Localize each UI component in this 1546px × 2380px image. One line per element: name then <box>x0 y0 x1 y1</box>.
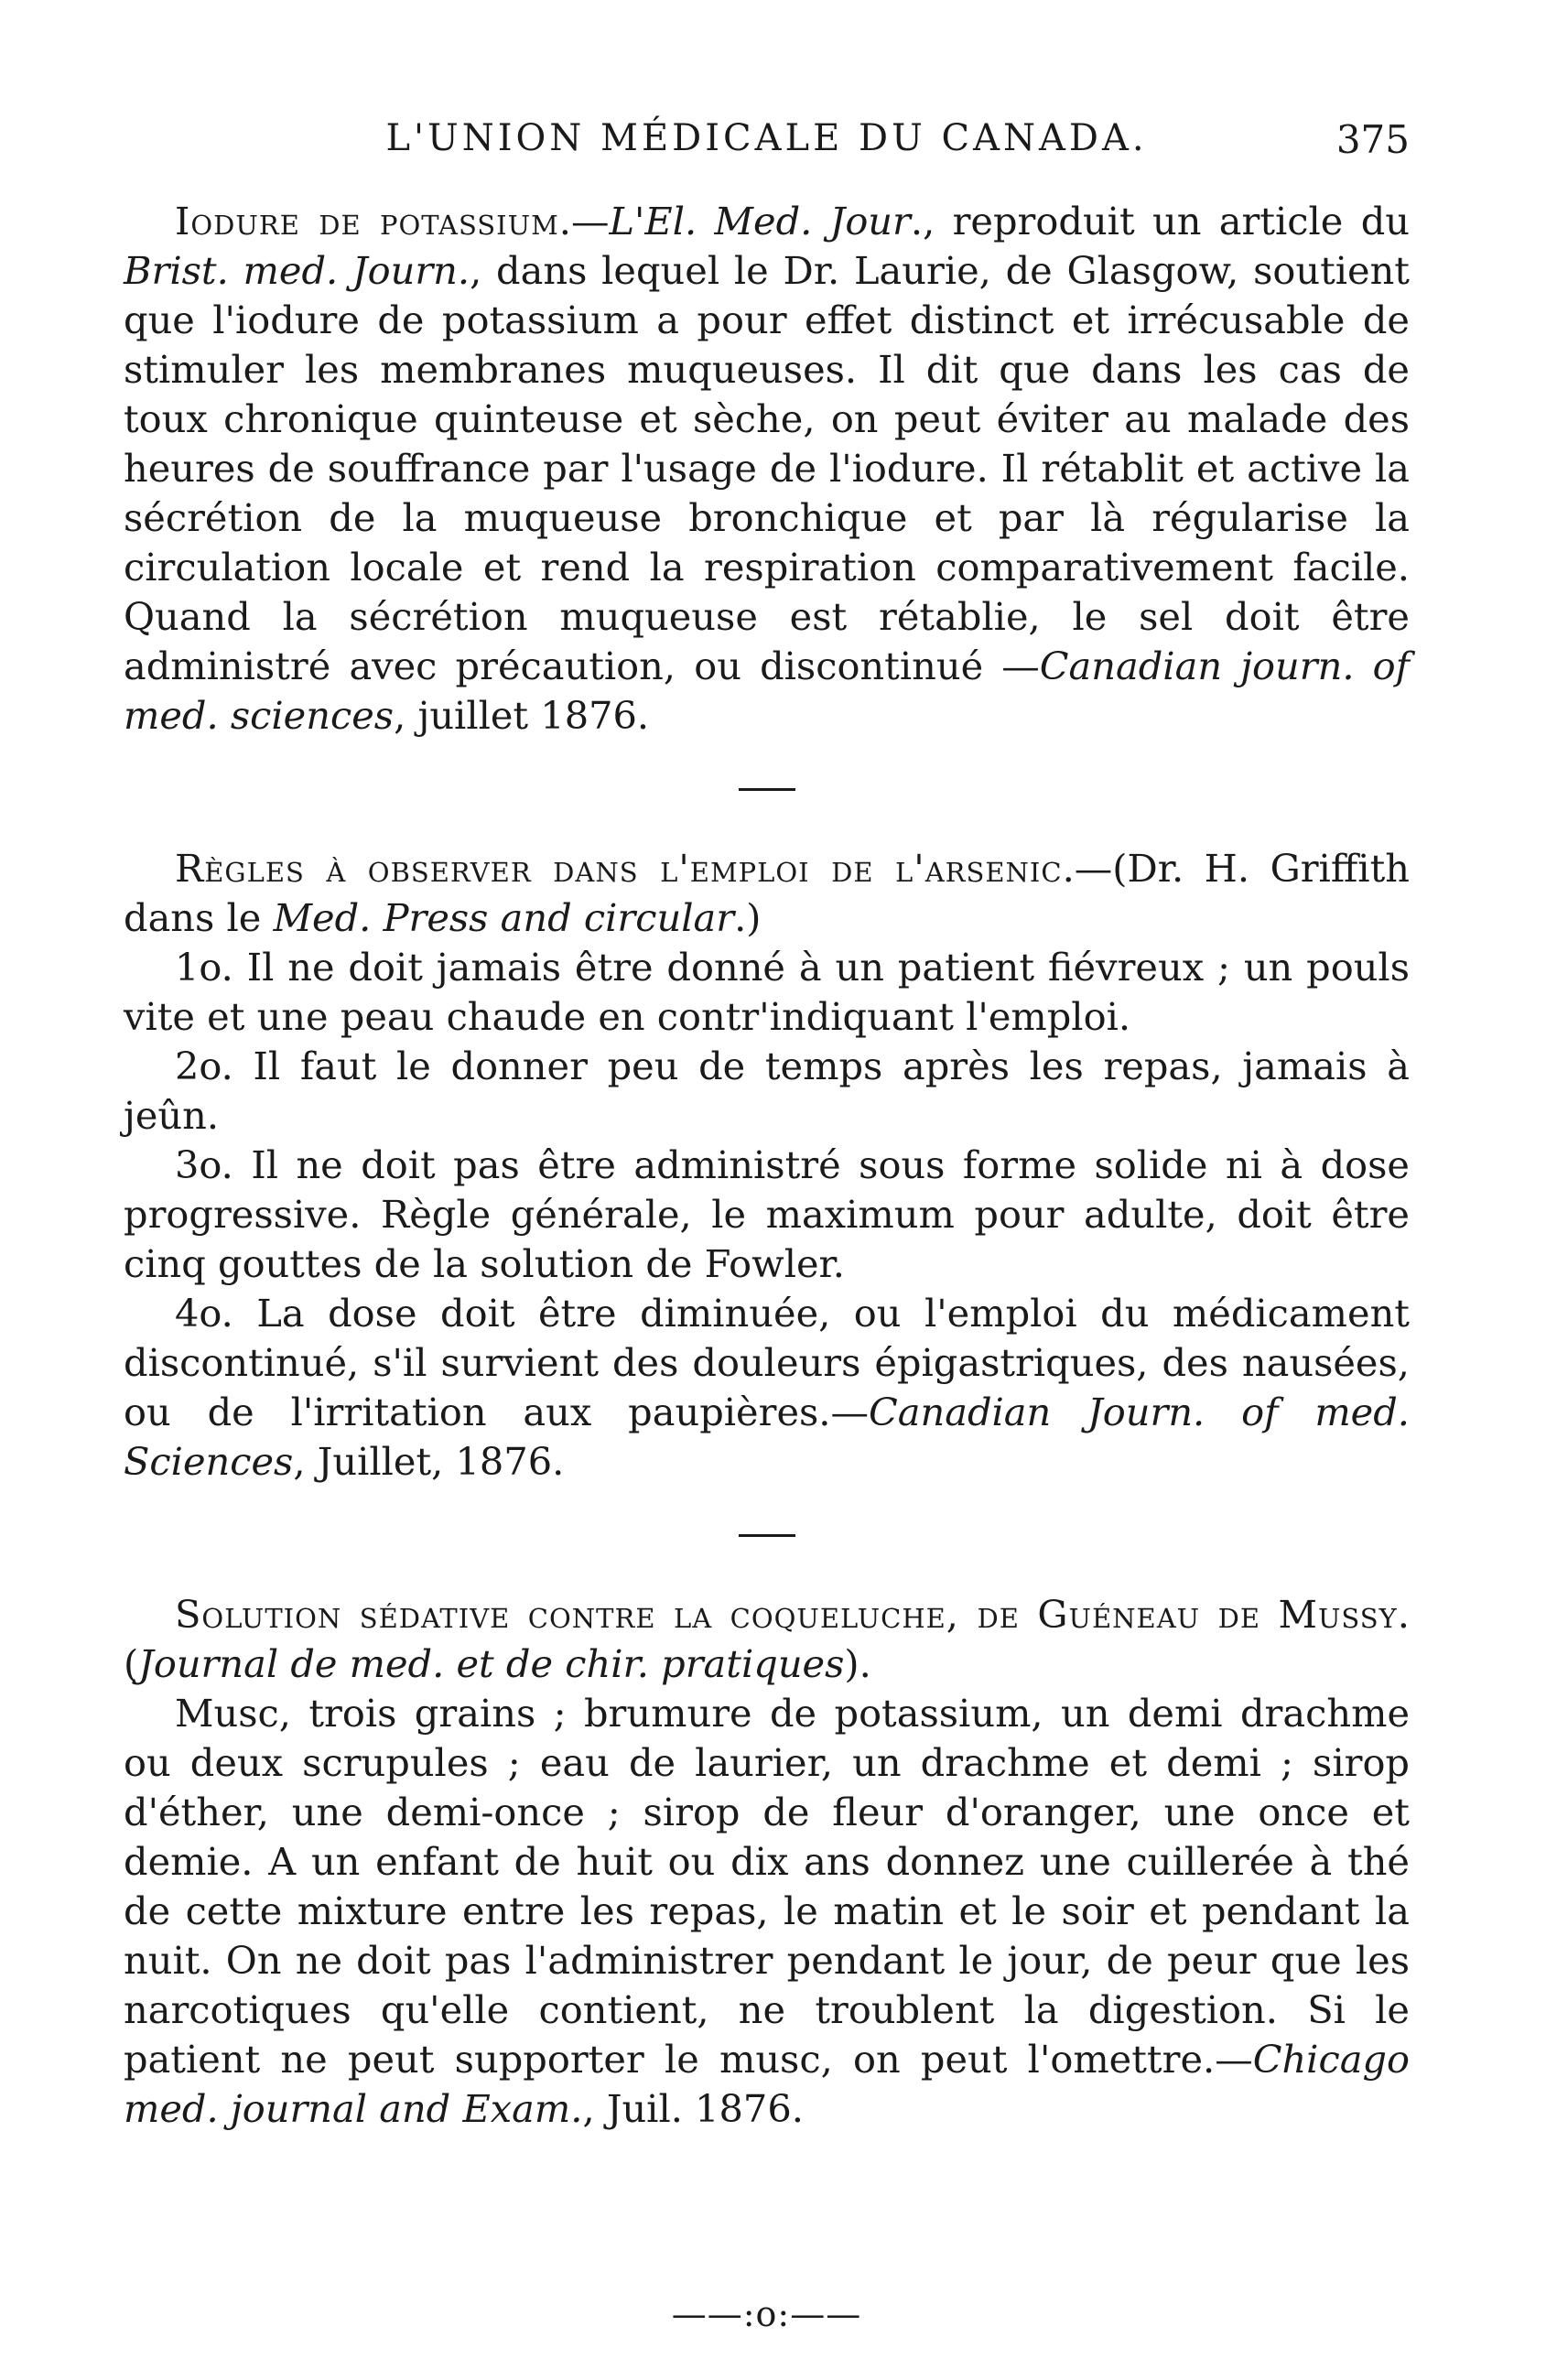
attribution-text: .) <box>734 895 762 940</box>
article-heading-line <box>124 844 1410 943</box>
section-separator <box>739 788 795 791</box>
page-body <box>124 197 1410 2339</box>
numbered-rule <box>124 1289 1410 1487</box>
article-paragraph <box>124 1689 1410 2134</box>
source-citation: Canadian Journ. of med. Sciences <box>124 1390 1410 1484</box>
paragraph-text: , dans lequel le Dr. Laurie, de Glasgow, soutient que l'iodure de potassium a pour effet distinct et irrécusable de stimuler les membranes muqueuses. Il dit que dans les cas de toux chronique quinteuse et sèche, on peut éviter au malade des heures de souffrance par l'usage de l'iodure. Il rétablit et active la sécrétion de la muqueuse bronchique et par là régularise la circulation locale et rend la respiration comparativement facile. Quand la sécrétion muqueuse est rétablie, le sel doit être administré avec précaution, ou discontinué <box>124 248 1410 688</box>
heading-separator: .— <box>558 199 610 243</box>
citation-dash: — <box>1215 2037 1253 2082</box>
article-paragraph <box>124 197 1410 741</box>
source-citation: Brist. med. Journ. <box>124 248 470 293</box>
numbered-rule: 3o. Il ne doit pas être administré sous forme solide ni à dose progressive. Règle générale, le maximum pour adulte, doit être cinq gouttes de la solution de Fowler. <box>124 1142 1410 1286</box>
attribution-text: .—(Dr. H. Griffith dans le <box>124 846 1410 940</box>
article-iodure <box>124 197 1410 741</box>
heading-separator: . ( <box>124 1592 1410 1686</box>
running-head <box>124 117 1410 172</box>
rule-text: 4o. La dose doit être diminuée, ou l'emploi du médicament discontinué, s'il survient des douleurs épigastriques, des nausées, ou de l'irritation aux paupières. <box>124 1291 1410 1434</box>
citation-date: , Juillet, 1876. <box>293 1439 565 1484</box>
numbered-rule: 2o. Il faut le donner peu de temps après les repas, jamais à jeûn. <box>124 1044 1410 1138</box>
article-heading-line <box>124 1590 1410 1689</box>
paragraph-text: ., reproduit un article du <box>910 199 1410 243</box>
source-citation: L'El. Med. Jour <box>609 199 911 243</box>
citation-date: , juillet 1876. <box>394 693 650 738</box>
numbered-rule: 1o. Il ne doit jamais être donné à un patient fiévreux ; un pouls vite et une peau chaude en contr'indiquant l'emploi. <box>124 945 1410 1039</box>
article-coqueluche <box>124 1590 1410 2134</box>
citation-date: , Juil. 1876. <box>582 2086 804 2131</box>
end-ornament: ——:o:—— <box>671 2294 862 2334</box>
heading-separator: ). <box>844 1641 871 1686</box>
citation-dash: — <box>830 1390 869 1434</box>
page-number: 375 <box>1335 117 1410 162</box>
article-heading: Règles à observer dans l'emploi de l'arsenic <box>175 846 1063 891</box>
source-citation: Canadian journ. of med. sciences <box>124 644 1411 738</box>
citation-dash: — <box>983 644 1040 688</box>
source-citation: Med. Press and circular <box>273 895 735 940</box>
article-heading: Iodure de potassium <box>175 199 559 243</box>
article-arsenic <box>124 844 1410 1487</box>
source-citation: Journal de med. et de chir. pratiques <box>138 1641 845 1686</box>
source-citation: Chicago med. journal and Exam. <box>124 2037 1410 2131</box>
running-title: L'UNION MÉDICALE DU CANADA. <box>385 117 1148 159</box>
paragraph-text: Musc, trois grains ; brumure de potassium, un demi drachme ou deux scrupules ; eau de laurier, un drachme et demi ; sirop d'éther, une demi-once ; sirop de fleur d'oranger, une once et demie. A un enfant de huit ou dix ans donnez une cuillerée à thé de cette mixture entre les repas, le matin et le soir et pendant la nuit. On ne doit pas l'administrer pendant le jour, de peur que les narcotiques qu'elle contient, ne troublent la digestion. Si le patient ne peut supporter le musc, on peut l'omettre. <box>124 1691 1410 2082</box>
section-separator <box>739 1534 795 1537</box>
article-heading: Solution sédative contre la coqueluche, de Guéneau de Mussy <box>175 1592 1398 1637</box>
